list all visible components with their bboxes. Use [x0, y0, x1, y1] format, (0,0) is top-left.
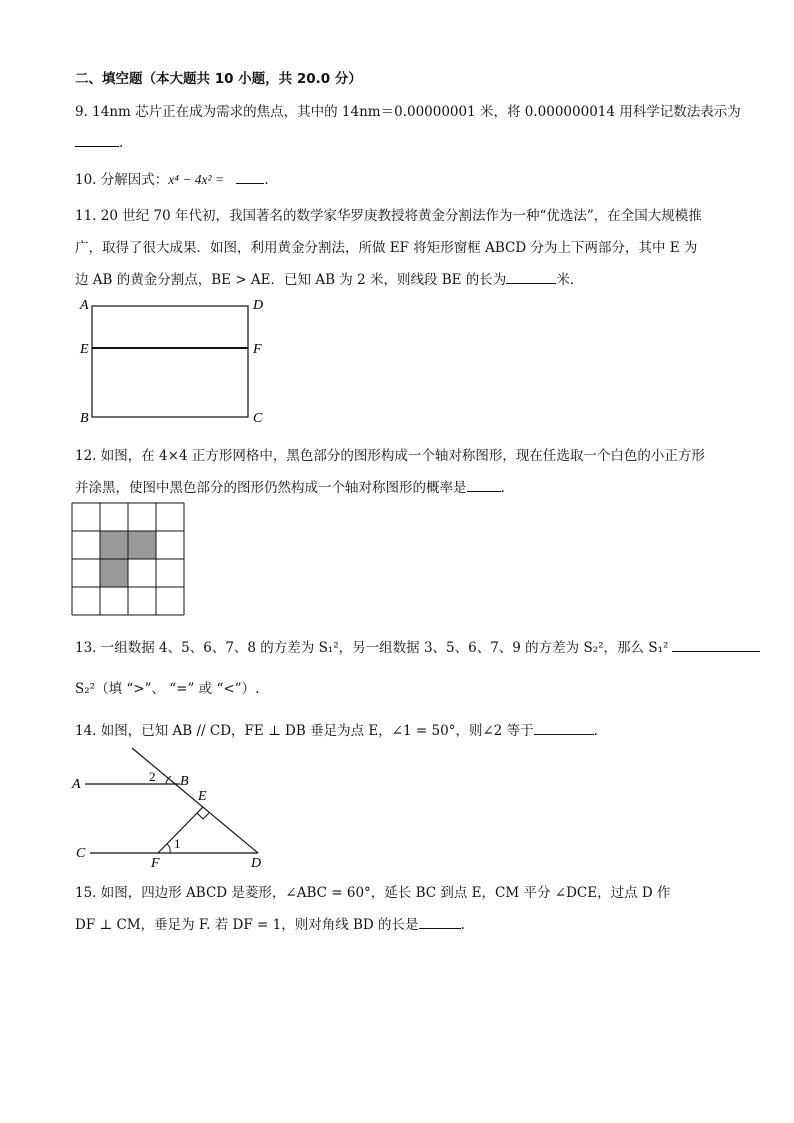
q11-line3-end: 米． [556, 272, 584, 288]
q12-line2-text: 并涂黑，使图中黑色部分的图形仍然构成一个轴对称图形的概率是 [75, 480, 467, 496]
q12-line1: 12. 如图，在 4×4 正方形网格中，黑色部分的图形构成一个轴对称图形，现在任选取一个白色的小正方形 [75, 448, 705, 464]
segment-fe [158, 807, 203, 853]
label-a: A [72, 777, 81, 792]
label-c: C [253, 411, 263, 426]
angle-1-arc [167, 844, 170, 853]
grid-lines [72, 503, 184, 615]
q12-line2 [75, 476, 505, 496]
q13-line2: S₂²（填 “>”、 “=” 或 “<”）. [75, 681, 260, 697]
q12-grid-figure [71, 502, 187, 618]
q14-line1-text: 14. 如图，已知 AB // CD，FE ⊥ DB 垂足为点 E，∠1 = 50°，则∠2 等于 [75, 723, 534, 739]
q10-prefix: 10. 分解因式： [75, 172, 169, 188]
q11-line3-text: 边 AB 的黄金分割点，BE > AE．已知 AB 为 2 米，则线段 BE 的长为 [75, 272, 507, 288]
q10-end: . [264, 172, 269, 188]
label-d: D [253, 298, 264, 313]
q10-line [75, 168, 269, 188]
section-heading: 二、填空题（本大题共 10 小题，共 20.0 分） [75, 71, 362, 87]
label-b: B [180, 774, 189, 789]
label-a: A [80, 298, 89, 313]
label-f: F [253, 342, 262, 357]
q15-answer-blank[interactable] [419, 915, 461, 929]
q10-answer-blank[interactable] [236, 170, 264, 184]
label-e: E [198, 789, 207, 804]
q15-line2-text: DF ⊥ CM，垂足为 F. 若 DF = 1，则对角线 BD 的长是 [75, 917, 419, 933]
angle-1-label: 1 [174, 836, 181, 851]
q11-answer-blank[interactable] [506, 270, 556, 284]
shaded-cell [128, 531, 156, 559]
q11-line2: 广，取得了很大成果．如图，利用黄金分割法，所做 EF 将矩形窗框 ABCD 分为上下两部分，其中 E 为 [75, 240, 698, 256]
label-f: F [151, 856, 160, 869]
q11-line1: 11. 20 世纪 70 年代初，我国著名的数学家华罗庚教授将黄金分割法作为一种“优选法”，在全国大规模推 [75, 208, 702, 224]
q15-line2-end: . [460, 917, 465, 933]
transversal-bd [132, 748, 258, 853]
q15-line2 [75, 913, 465, 933]
angle-2-label: 2 [149, 769, 156, 784]
rect-abcd [92, 306, 248, 417]
q9-line1: 9. 14nm 芯片正在成为需求的焦点，其中的 14nm＝0.00000001 米，将 0.000000014 用科学记数法表示为 [75, 104, 741, 120]
q15-line1: 15. 如图，四边形 ABCD 是菱形，∠ABC = 60°，延长 BC 到点 E，CM 平分 ∠DCE，过点 D 作 [75, 885, 671, 901]
q11-rectangle-figure [72, 296, 272, 426]
shaded-cell [100, 531, 128, 559]
q14-answer-blank[interactable] [534, 721, 594, 735]
label-c: C [76, 846, 86, 861]
label-e: E [80, 342, 89, 357]
label-b: B [80, 411, 89, 426]
shaded-cell [100, 559, 128, 587]
q9-line2 [75, 133, 123, 151]
right-angle-mark [197, 813, 209, 819]
q9-answer-blank[interactable] [75, 133, 119, 147]
q13-line1-text: 13. 一组数据 4、5、6、7、8 的方差为 S₁²，另一组数据 3、5、6、7、9 的方差为 S₂²，那么 S₁² [75, 640, 669, 656]
q13-answer-blank[interactable] [672, 638, 760, 652]
q14-line1-end: . [593, 723, 598, 739]
label-d: D [251, 856, 262, 869]
q10-expression: x⁴ − 4x² = [168, 172, 225, 187]
q12-line2-end: . [500, 480, 505, 496]
q11-line3 [75, 268, 583, 288]
q14-parallel-lines-figure [70, 744, 270, 869]
q9-line2-end: . [119, 135, 124, 151]
q13-line1 [75, 636, 760, 656]
q12-answer-blank[interactable] [467, 478, 501, 492]
q14-line1 [75, 719, 598, 739]
